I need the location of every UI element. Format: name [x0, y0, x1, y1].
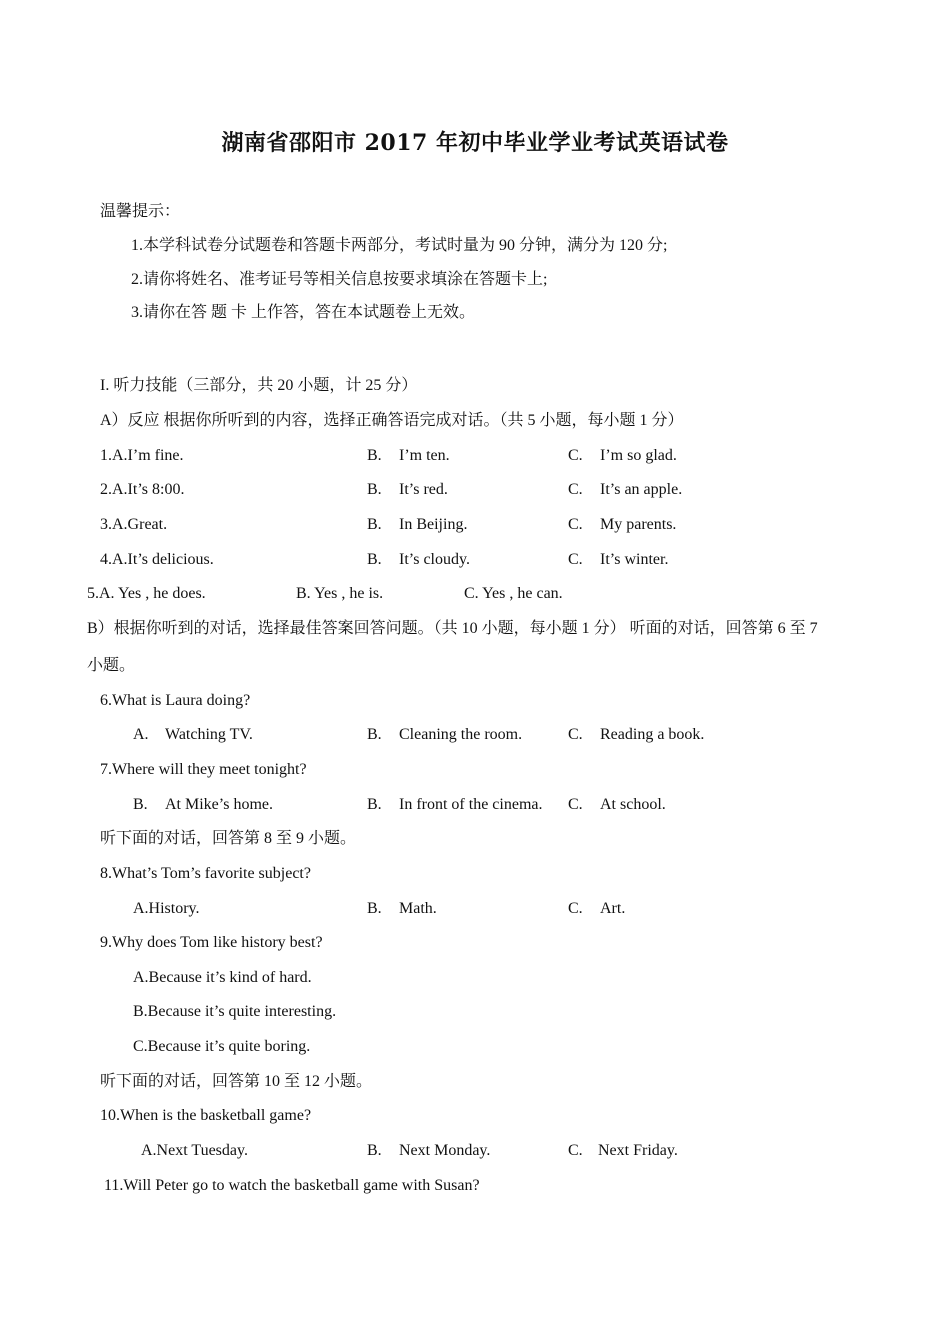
instruction-q10-12: 听下面的对话，回答第 10 至 12 小题。	[100, 1073, 373, 1090]
q3-option-c: C. My parents.	[568, 516, 677, 533]
q2-option-a: 2.A.It’s 8:00.	[100, 481, 185, 498]
q9-option-a: A.Because it’s kind of hard.	[133, 969, 312, 986]
q6-option-b: B. Cleaning the room.	[367, 726, 523, 743]
q8-option-a: A.History.	[133, 900, 200, 917]
q2-option-b: B. It’s red.	[367, 481, 448, 498]
q5-option-c: C. Yes , he can.	[464, 585, 563, 602]
tip-item-3: 3.请你在答 题 卡 上作答，答在本试题卷上无效。	[131, 304, 476, 321]
q6-question: 6.What is Laura doing?	[100, 692, 251, 709]
q9-option-c: C.Because it’s quite boring.	[133, 1038, 311, 1055]
q1-option-b: B. I’m ten.	[367, 447, 450, 464]
q6-option-a: A. Watching TV.	[133, 726, 253, 743]
q4-option-c: C. It’s winter.	[568, 551, 669, 568]
q2-option-c: C. It’s an apple.	[568, 481, 683, 498]
section1-heading: I. 听力技能（三部分，共 20 小题，计 25 分）	[100, 377, 418, 394]
tips-heading: 温馨提示：	[100, 203, 181, 220]
q10-option-c: C. Next Friday.	[568, 1142, 678, 1159]
q7-option-c: C. At school.	[568, 796, 666, 813]
q6-option-c: C. Reading a book.	[568, 726, 705, 743]
q9-option-b: B.Because it’s quite interesting.	[133, 1003, 337, 1020]
partA-heading: A）反应 根据你所听到的内容，选择正确答语完成对话。（共 5 小题，每小题 1 分）	[100, 412, 684, 429]
partB-heading-line1: B）根据你听到的对话，选择最佳答案回答问题。（共 10 小题，每小题 1 分） 听面的对话，回答第 6 至 7	[87, 620, 818, 637]
exam-title: 湖南省邵阳市 2017 年初中毕业学业考试英语试卷	[221, 130, 729, 156]
q8-option-b: B. Math.	[367, 900, 437, 917]
q11-question: 11.Will Peter go to watch the basketball game with Susan?	[104, 1177, 480, 1194]
instruction-q8-9: 听下面的对话，回答第 8 至 9 小题。	[100, 830, 357, 847]
q10-option-a: A.Next Tuesday.	[141, 1142, 248, 1159]
q4-option-b: B. It’s cloudy.	[367, 551, 470, 568]
q3-option-a: 3.A.Great.	[100, 516, 168, 533]
q9-question: 9.Why does Tom like history best?	[100, 934, 323, 951]
q5-option-a: 5.A. Yes , he does.	[87, 585, 206, 602]
q7-option-b: B. In front of the cinema.	[367, 796, 543, 813]
q10-question: 10.When is the basketball game?	[100, 1107, 312, 1124]
q7-question: 7.Where will they meet tonight?	[100, 761, 307, 778]
q1-option-c: C. I’m so glad.	[568, 447, 677, 464]
tip-item-2: 2.请你将姓名、准考证号等相关信息按要求填涂在答题卡上;	[131, 271, 548, 288]
q4-option-a: 4.A.It’s delicious.	[100, 551, 214, 568]
q8-option-c: C. Art.	[568, 900, 626, 917]
tip-item-1: 1.本学科试卷分试题卷和答题卡两部分，考试时量为 90 分钟，满分为 120 分;	[131, 237, 668, 254]
partB-heading-line2: 小题。	[87, 657, 136, 674]
q5-option-b: B. Yes , he is.	[296, 585, 384, 602]
q1-option-a: 1.A.I’m fine.	[100, 447, 184, 464]
q7-option-a: B. At Mike’s home.	[133, 796, 273, 813]
q10-option-b: B. Next Monday.	[367, 1142, 491, 1159]
q8-question: 8.What’s Tom’s favorite subject?	[100, 865, 311, 882]
q3-option-b: B. In Beijing.	[367, 516, 468, 533]
